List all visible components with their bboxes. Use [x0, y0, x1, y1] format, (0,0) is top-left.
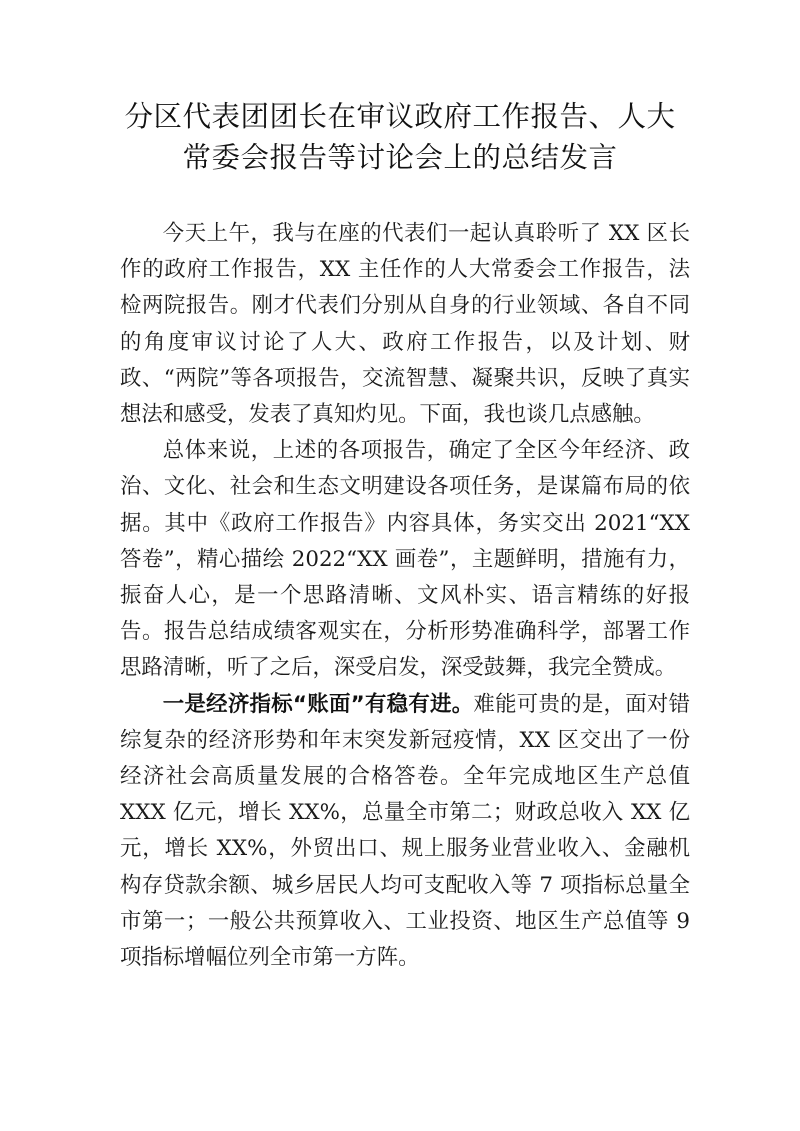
paragraph-intro-text: 今天上午，我与在座的代表们一起认真聆听了 XX 区长作的政府工作报告，XX 主任作的人大常委会工作报告，法检两院报告。刚才代表们分别从自身的行业领域、各自不同的角度审议讨论了人大、政府工作报告，以及计划、财政、“两院”等各项报告，交流智慧、凝聚共识，反映了真实想法和感受，发表了真知灼见。下面，我也谈几点感触。: [120, 221, 690, 428]
title-line-2: 常委会报告等讨论会上的总结发言: [182, 141, 618, 174]
paragraph-overview-text: 总体来说，上述的各项报告，确定了全区今年经济、政治、文化、社会和生态文明建设各项任务，是谋篇布局的依据。其中《政府工作报告》内容具体，务实交出 2021“XX 答卷”，精心描绘 2022“XX 画卷”，主题鲜明，措施有力，振奋人心，是一个思路清晰、文风朴实、语言精练的好报告。报告总结成绩客观实在，分析形势准确科学，部署工作思路清晰，听了之后，深受启发，深受鼓舞，我完全赞成。: [120, 438, 690, 681]
paragraph-intro: [120, 216, 690, 433]
paragraph-overview: [120, 433, 690, 686]
document-title: [100, 96, 700, 178]
paragraph-economy-lead: 一是经济指标“账面”有稳有进。: [162, 691, 474, 717]
paragraph-economy-text: 难能可贵的是，面对错综复杂的经济形势和年末突发新冠疫情，XX 区交出了一份经济社会高质量发展的合格答卷。全年完成地区生产总值 XXX 亿元，增长 XX%，总量全市第二；财政总收入 XX 亿元，增长 XX%，外贸出口、规上服务业营业收入、金融机构存贷款余额、城乡居民人均可支配收入等 7 项指标总量全市第一；一般公共预算收入、工业投资、地区生产总值等 9 项指标增幅位列全市第一方阵。: [120, 691, 690, 971]
title-line-1: 分区代表团团长在审议政府工作报告、人大: [124, 100, 676, 133]
paragraph-economy: [120, 687, 690, 977]
document-body: [120, 216, 690, 976]
